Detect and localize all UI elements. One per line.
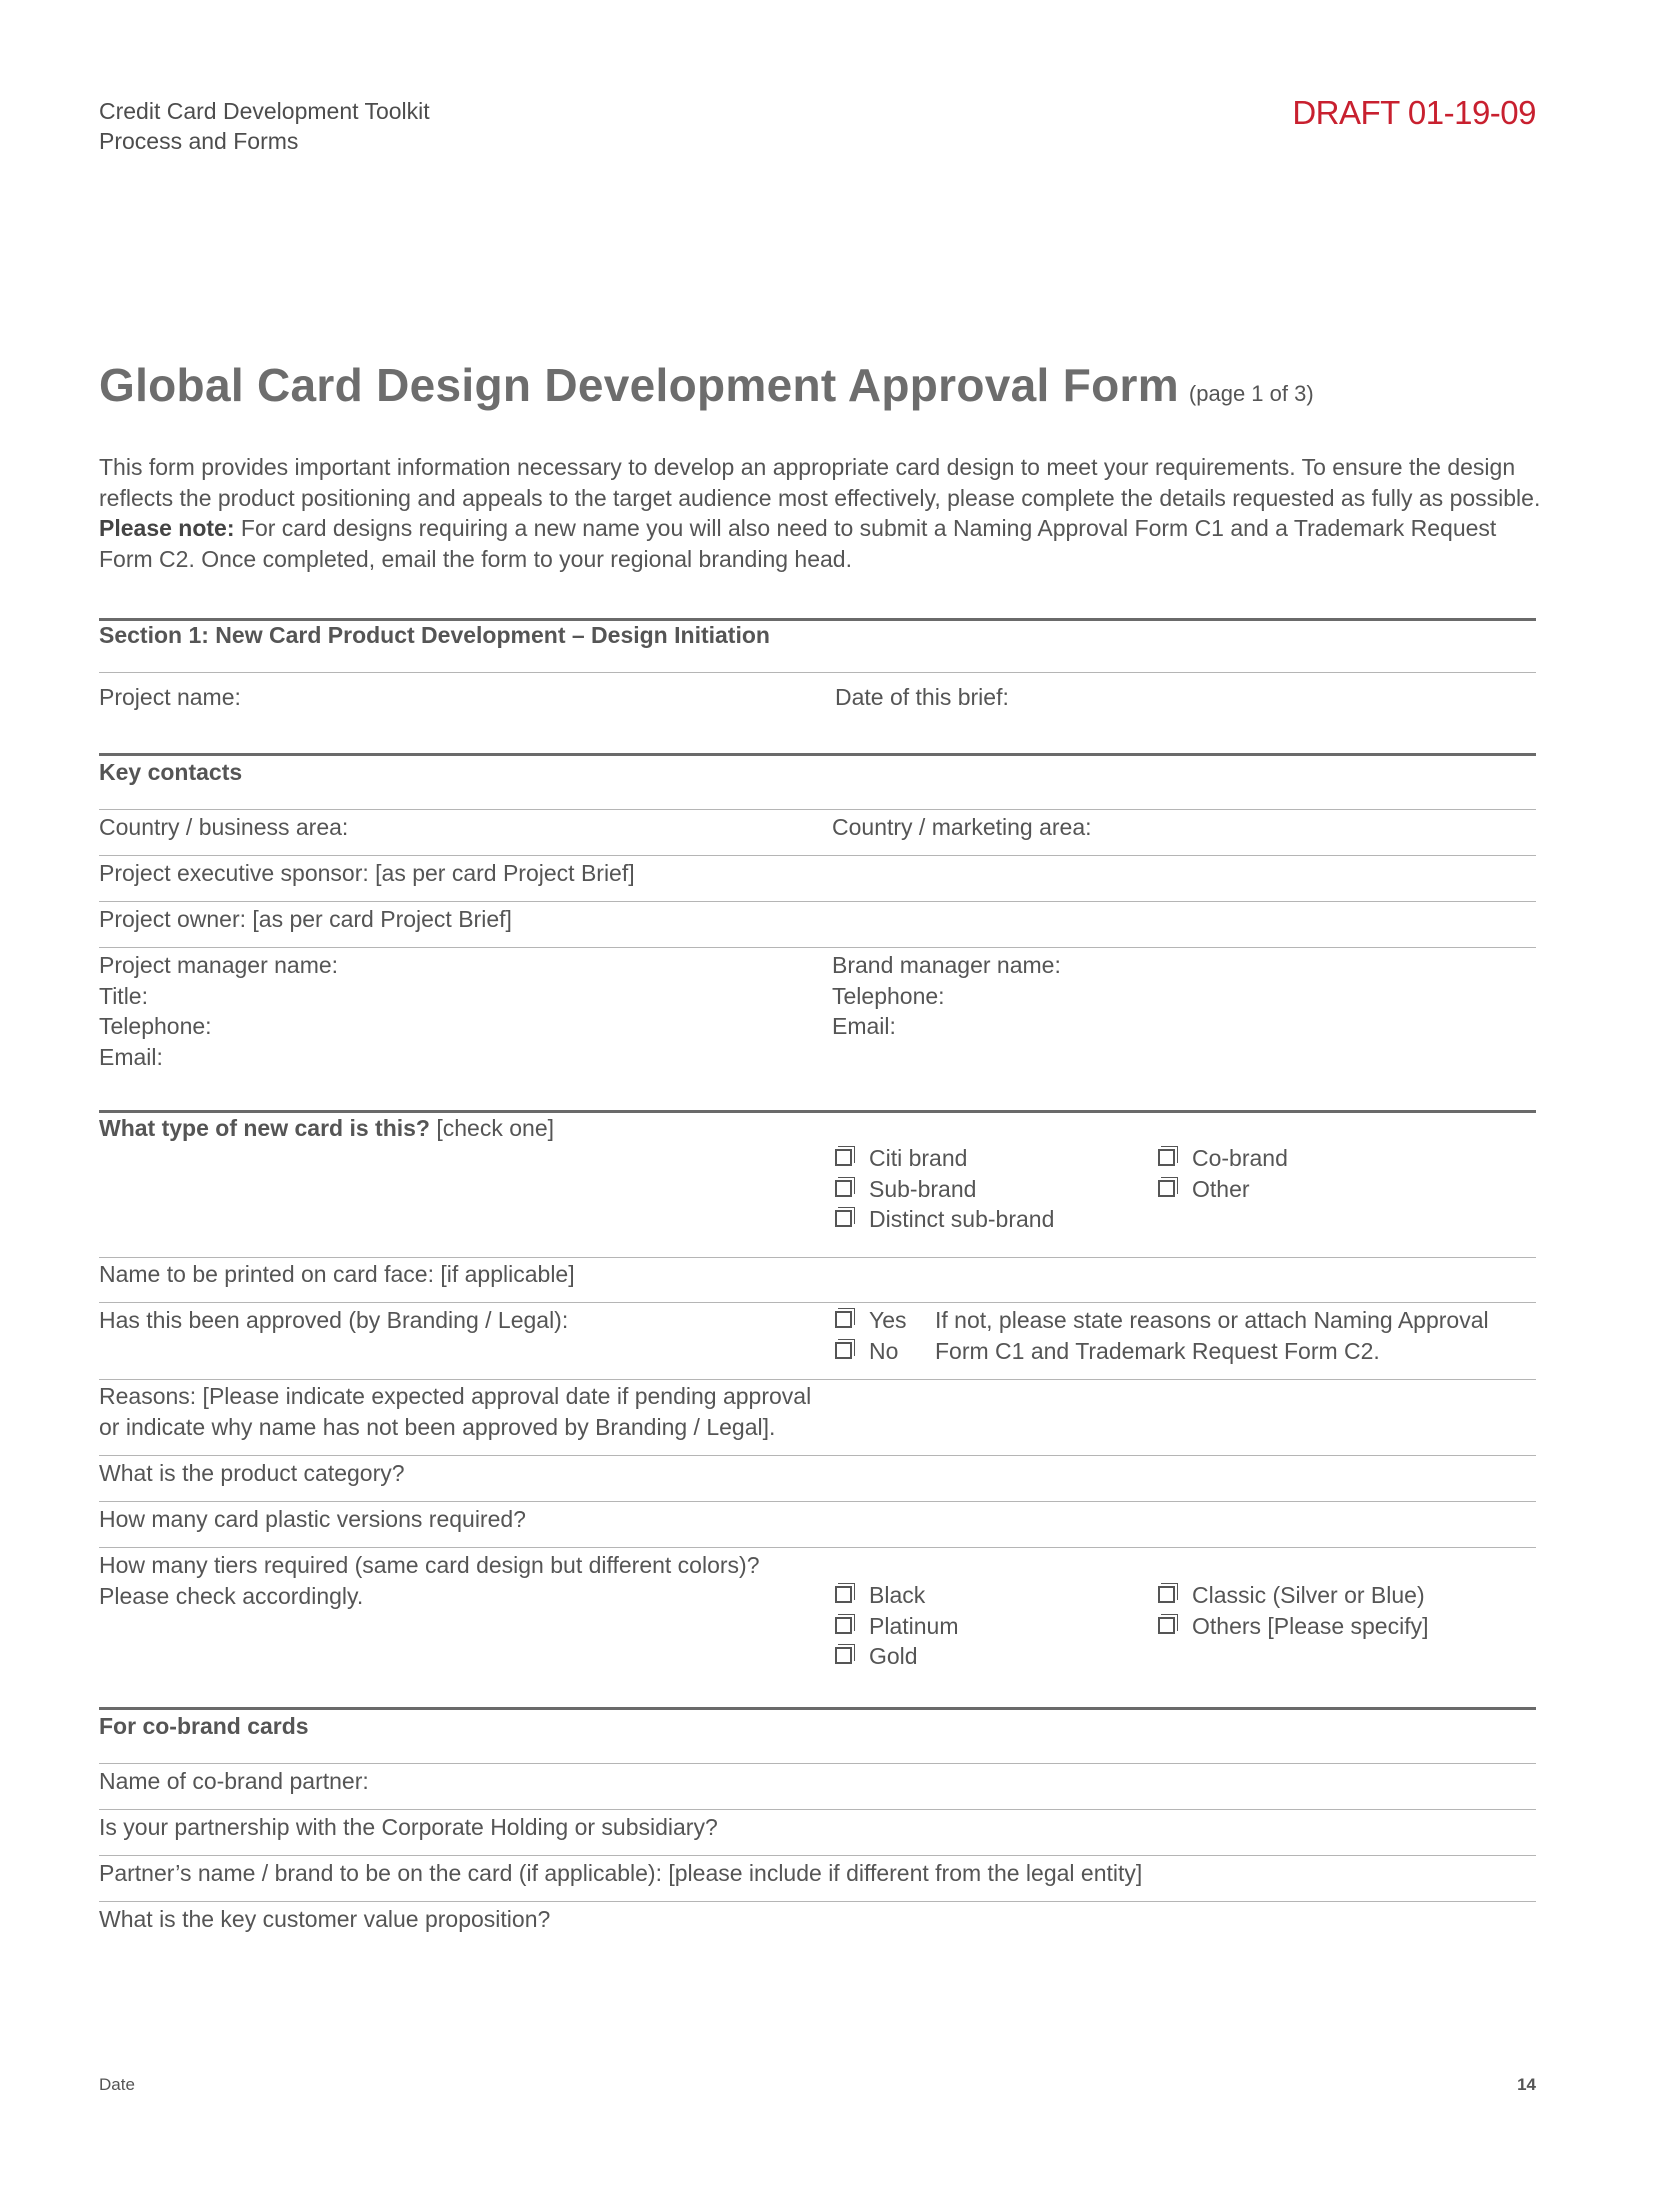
header-line-1: Credit Card Development Toolkit (99, 98, 430, 124)
option-black[interactable] (835, 1580, 958, 1611)
name-printed-label: Name to be printed on card face: [if applicable] (99, 1261, 575, 1287)
row-divider (99, 947, 1536, 948)
approved-note (935, 1305, 1489, 1366)
row-divider (99, 1455, 1536, 1456)
option-label: No (869, 1337, 899, 1364)
option-label: Other (1192, 1175, 1250, 1202)
tiers-line-1: How many tiers required (same card design but different colors)? (99, 1552, 760, 1578)
pm-telephone-label: Telephone: (99, 1013, 212, 1039)
checkbox-icon[interactable] (835, 1210, 852, 1227)
row-divider (99, 672, 1536, 673)
product-category-label: What is the product category? (99, 1460, 405, 1486)
reasons-line-2: or indicate why name has not been approved by Branding / Legal]. (99, 1413, 776, 1440)
option-citi-brand[interactable] (835, 1143, 1054, 1174)
reasons-label (99, 1381, 811, 1442)
card-type-options-right (1158, 1143, 1288, 1204)
option-label: Others [Please specify] (1192, 1612, 1429, 1639)
row-divider (99, 1809, 1536, 1810)
option-label: Distinct sub-brand (869, 1206, 1055, 1232)
pm-title-label: Title: (99, 982, 148, 1009)
row-divider (99, 1547, 1536, 1548)
project-owner-label: Project owner: [as per card Project Brief] (99, 906, 512, 932)
option-co-brand[interactable] (1158, 1143, 1288, 1174)
option-platinum[interactable] (835, 1611, 958, 1642)
checkbox-icon[interactable] (1158, 1180, 1175, 1197)
option-label: Classic (Silver or Blue) (1192, 1582, 1425, 1608)
option-gold[interactable] (835, 1641, 958, 1672)
title-page-indicator: (page 1 of 3) (1188, 381, 1314, 406)
country-business-label: Country / business area: (99, 814, 349, 840)
card-type-options-left (835, 1143, 1054, 1235)
row-divider (99, 1302, 1536, 1303)
tiers-options-left (835, 1580, 958, 1672)
partner-name-label: Name of co-brand partner: (99, 1768, 369, 1794)
approved-question: Has this been approved (by Branding / Legal): (99, 1307, 569, 1333)
footer-date: Date (99, 2075, 135, 2094)
checkbox-icon[interactable] (835, 1342, 852, 1359)
document-header (99, 96, 430, 156)
option-yes[interactable] (835, 1305, 907, 1336)
page-number: 14 (1517, 2075, 1536, 2094)
option-label: Yes (869, 1307, 907, 1333)
project-manager-block (99, 950, 338, 1072)
option-label: Black (869, 1582, 926, 1608)
row-divider (99, 1901, 1536, 1902)
checkbox-icon[interactable] (835, 1311, 852, 1328)
option-label: Platinum (869, 1612, 959, 1639)
option-label: Gold (869, 1643, 918, 1669)
checkbox-icon[interactable] (1158, 1617, 1175, 1634)
tiers-line-2: Please check accordingly. (99, 1582, 364, 1609)
pm-email-label: Email: (99, 1043, 163, 1070)
checkbox-icon[interactable] (835, 1647, 852, 1664)
plastic-versions-label: How many card plastic versions required? (99, 1506, 526, 1532)
checkbox-icon[interactable] (835, 1149, 852, 1166)
section1-heading: Section 1: New Card Product Development – Design Initiation (99, 622, 770, 648)
intro-text-2: For card designs requiring a new name you will also need to submit a Naming Approval Form C1 and a Trademark Request Form C2. Once completed, email the form to your regional branding head. (99, 515, 1497, 572)
checkbox-icon[interactable] (1158, 1586, 1175, 1603)
intro-paragraph (99, 452, 1549, 574)
tiers-label (99, 1550, 760, 1611)
approved-note-line-1: If not, please state reasons or attach Naming Approval (935, 1307, 1489, 1333)
project-name-label: Project name: (99, 684, 241, 710)
draft-stamp: DRAFT 01-19-09 (1292, 94, 1536, 131)
row-divider (99, 1855, 1536, 1856)
row-divider (99, 901, 1536, 902)
checkbox-icon[interactable] (835, 1180, 852, 1197)
exec-sponsor-label: Project executive sponsor: [as per card Project Brief] (99, 860, 635, 886)
row-divider (99, 855, 1536, 856)
brand-manager-block (832, 950, 1061, 1042)
key-contacts-heading: Key contacts (99, 759, 243, 785)
card-type-question-text: What type of new card is this? (99, 1115, 430, 1141)
checkbox-icon[interactable] (835, 1617, 852, 1634)
approved-options (835, 1305, 907, 1366)
checkbox-icon[interactable] (1158, 1149, 1175, 1166)
date-of-brief-label: Date of this brief: (835, 684, 1009, 710)
pm-name-label: Project manager name: (99, 952, 339, 978)
intro-note-label: Please note: (99, 515, 235, 541)
option-label: Citi brand (869, 1145, 968, 1171)
cobrand-heading: For co-brand cards (99, 1713, 309, 1739)
card-type-question (99, 1113, 554, 1144)
option-label: Sub-brand (869, 1175, 977, 1202)
option-no[interactable] (835, 1336, 907, 1367)
row-divider (99, 1763, 1536, 1764)
partner-brand-label: Partner’s name / brand to be on the card (if applicable): [please include if different from the legal entity] (99, 1860, 1143, 1886)
option-others[interactable] (1158, 1611, 1429, 1642)
value-proposition-label: What is the key customer value proposition? (99, 1906, 551, 1932)
title-main: Global Card Design Development Approval Form (99, 359, 1179, 411)
bm-name-label: Brand manager name: (832, 952, 1061, 978)
approved-note-line-2: Form C1 and Trademark Request Form C2. (935, 1337, 1380, 1364)
card-type-hint: [check one] (429, 1115, 555, 1141)
intro-text-1: This form provides important information necessary to develop an appropriate card design to meet your requirements. To ensure the design reflects the product positioning and appeals to the target audience most effectively, please complete the details requested as fully as possible. (99, 454, 1541, 511)
header-line-2: Process and Forms (99, 128, 299, 154)
country-marketing-label: Country / marketing area: (832, 814, 1092, 840)
option-distinct-sub-brand[interactable] (835, 1204, 1054, 1235)
row-divider (99, 1501, 1536, 1502)
row-divider (99, 1379, 1536, 1380)
option-label: Co-brand (1192, 1145, 1288, 1171)
bm-email-label: Email: (832, 1013, 896, 1039)
option-sub-brand[interactable] (835, 1174, 1054, 1205)
tiers-options-right (1158, 1580, 1429, 1641)
checkbox-icon[interactable] (835, 1586, 852, 1603)
row-divider (99, 809, 1536, 810)
option-other[interactable] (1158, 1174, 1288, 1205)
bm-telephone-label: Telephone: (832, 982, 945, 1009)
section-divider (99, 753, 1536, 756)
partnership-label: Is your partnership with the Corporate Holding or subsidiary? (99, 1814, 718, 1840)
row-divider (99, 1257, 1536, 1258)
option-classic[interactable] (1158, 1580, 1429, 1611)
page-title (99, 358, 1314, 412)
section-divider (99, 1707, 1536, 1710)
reasons-line-1: Reasons: [Please indicate expected approval date if pending approval (99, 1383, 812, 1409)
